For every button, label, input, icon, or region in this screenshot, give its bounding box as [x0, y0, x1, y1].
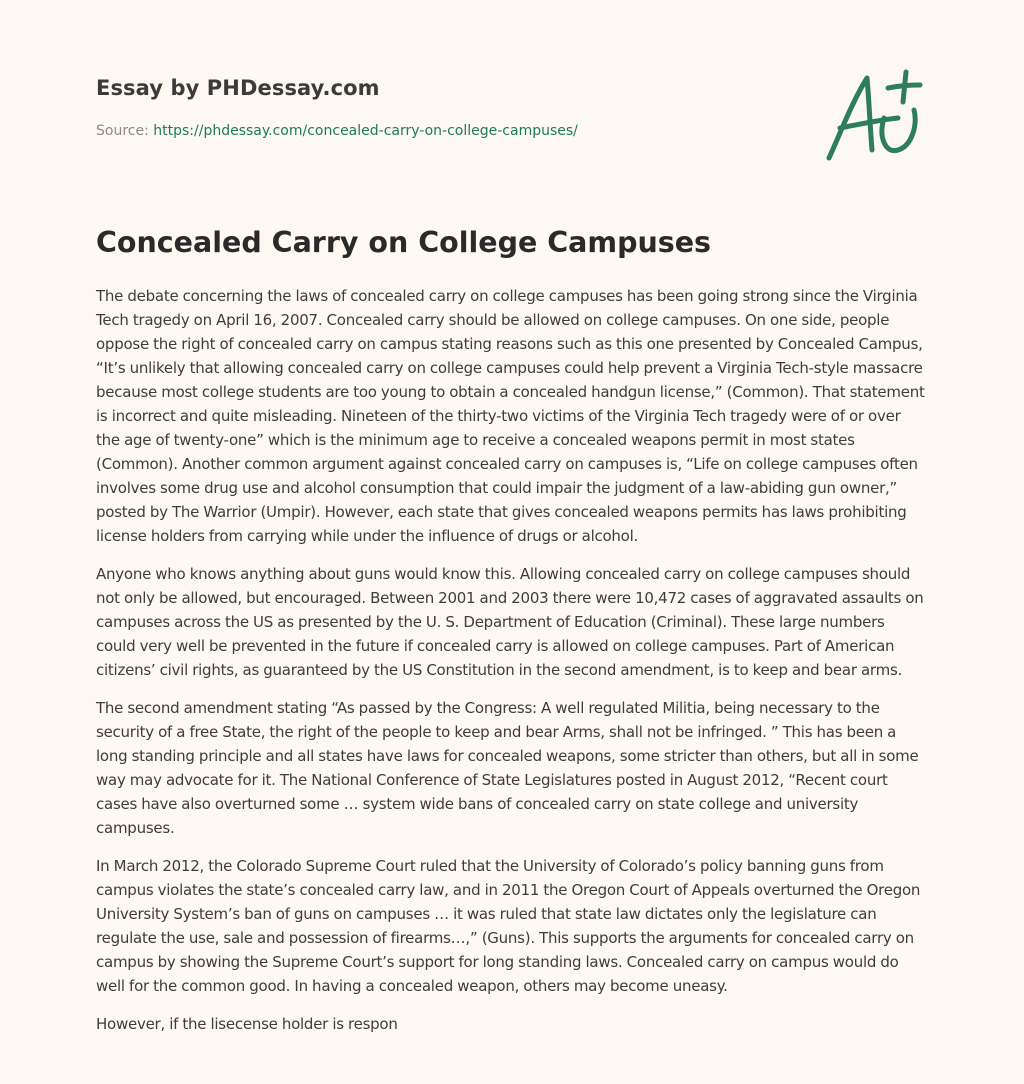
essay-paragraph: The second amendment stating “As passed by the Congress: A well regulated Militia, being necessary to the security of a free State, the right of the people to keep and bear Arms, shall not be infringed. ” This has been a long standing principle and all states have laws for concealed weapons, some stricter than others, but all in some way may advocate for it. The National Conference of State Legislatures posted in August 2012, “Recent court cases have also overturned some … system wide bans of concealed carry on state college and university campuses. [96, 699, 919, 837]
a-plus-grade-icon [822, 68, 926, 166]
site-brand: Essay by PHDessay.com [96, 76, 380, 100]
essay-body [96, 284, 928, 1050]
letter-a-stroke [829, 78, 872, 158]
essay-paragraph: In March 2012, the Colorado Supreme Court ruled that the University of Colorado’s policy banning guns from campus violates the state’s concealed carry law, and in 2011 the Oregon Court of Appeals overturned the Oregon University System’s ban of guns on campuses … it was ruled that state law dictates only the legislature can regulate the use, sale and possession of firearms…,” (Guns). This supports the arguments for concealed carry on campus by showing the Supreme Court’s support for long standing laws. Concealed carry on campus would do well for the common good. In having a concealed weapon, others may become uneasy. [96, 857, 921, 995]
plus-horizontal-stroke [888, 85, 920, 88]
essay-paragraph: Anyone who knows anything about guns would know this. Allowing concealed carry on college campuses should not only be allowed, but encouraged. Between 2001 and 2003 there were 10,472 cases of aggravated assaults on campuses across the US as presented by the U. S. Department of Education (Criminal). These large numbers could very well be prevented in the future if concealed carry is allowed on college campuses. Part of American citizens’ civil rights, as guaranteed by the US Constitution in the second amendment, is to keep and bear arms. [96, 565, 924, 679]
source-label: Source: [96, 123, 154, 139]
source-link[interactable]: https://phdessay.com/concealed-carry-on-college-campuses/ [153, 123, 578, 139]
essay-title: Concealed Carry on College Campuses [96, 226, 712, 259]
essay-paragraph-truncated: However, if the lisecense holder is respon [96, 1015, 398, 1033]
source-line [96, 123, 578, 139]
essay-paragraph: The debate concerning the laws of concealed carry on college campuses has been going strong since the Virginia Tech tragedy on April 16, 2007. Concealed carry should be allowed on college campuses. On one side, people oppose the right of concealed carry on campus stating reasons such as this one presented by Concealed Campus, “It’s unlikely that allowing concealed carry on college campuses could help prevent a Virginia Tech-style massacre because most college students are too young to obtain a concealed handgun license,” (Common). That statement is incorrect and quite misleading. Nineteen of the thirty-two victims of the Virginia Tech tragedy were of or over the age of twenty-one” which is the minimum age to receive a concealed weapons permit in most states (Common). Another common argument against concealed carry on campuses is, “Life on college campuses often involves some drug use and alcohol consumption that could impair the judgment of a law-abiding gun owner,” posted by The Warrior (Umpir). However, each state that gives concealed weapons permits has laws prohibiting license holders from carrying while under the influence of drugs or alcohol. [96, 287, 925, 545]
